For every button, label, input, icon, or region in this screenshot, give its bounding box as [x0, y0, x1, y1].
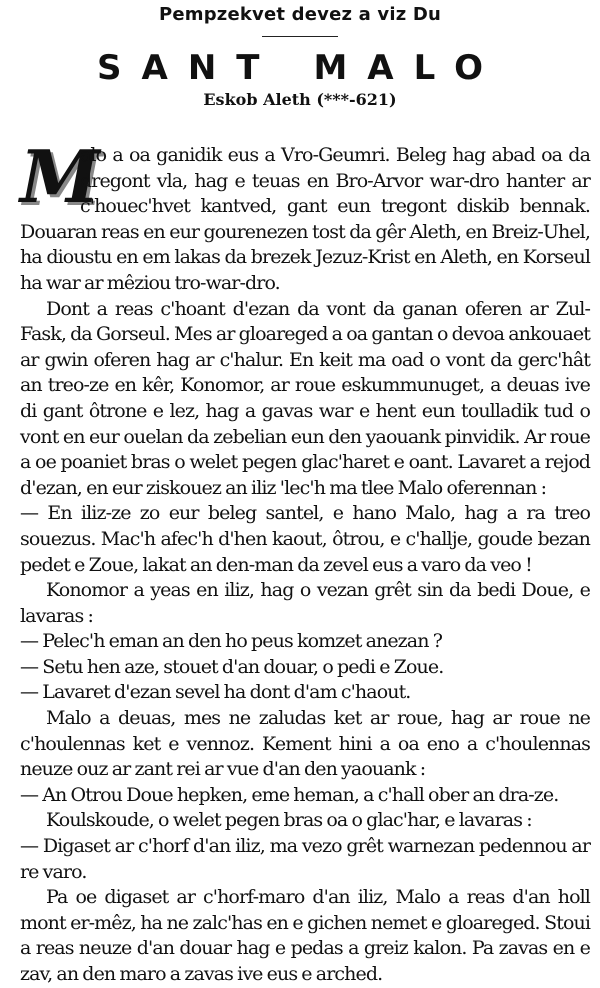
title-word-2: MALO — [313, 48, 503, 88]
drop-cap-initial: M — [20, 134, 99, 219]
header-divider — [262, 36, 338, 37]
paragraph: — Lavaret d'ezan sevel ha dont d'am c'haout. — [20, 681, 411, 704]
page-title — [0, 48, 600, 88]
paragraph: — Digaset ar c'horf d'an iliz, ma vezo grêt warnezan pedennou ar re varo. — [20, 835, 590, 883]
paragraph: Dont a reas c'hoant d'ezan da vont da ganan oferen ar Zul-Fask, da Gorseul. Mes ar gloareged a oa gantan o devoa ankouaet ar gwin oferen hag ar c'halur. En keit ma oad o vont da gerc'hât an treo-ze en kêr, Konomor, ar roue eskummunuget, a deuas ive di gant ôtrone e lez, hag a gavas war e hent eun toulladik tud o vont en eur ouelan da zebelian eun den yaouank pinvidik. Ar roue a oe poaniet bras o welet pegen glac'haret e oant. Lavaret a rejod d'ezan, en eur ziskouez an iliz 'lec'h ma tlee Malo oferennan : — [20, 297, 590, 499]
article-body — [20, 134, 590, 988]
paragraph: Pa oe digaset ar c'horf-maro d'an iliz, Malo a reas d'an holl mont er-mêz, ha ne zalc'has en e gichen nemet e gloareged. Stoui a reas neuze d'an douar hag e pedas a greiz kalon. Pa zavas en e zav, an den maro a zavas ive eus e arched. — [20, 886, 590, 985]
title-word-1: SANT — [97, 48, 280, 88]
paragraph: alo a oa ganidik eus a Vro-Geumri. Beleg hag abad oa da dregont vla, hag e teuas en Bro-Arvor war-dro hanter ar c'houec'hvet kantved, gant eun tregont diskib bennak. Douaran reas en eur gourenezen tost da gêr Aleth, en Breiz-Uhel, ha dioustu en em lakas da brezek Jezuz-Krist en Aleth, en Korseul ha war ar mêziou tro-war-dro. — [20, 144, 590, 294]
page-subtitle: Eskob Aleth (***-621) — [203, 90, 397, 109]
paragraph: Konomor a yeas en iliz, hag o vezan grêt sin da bedi Doue, e lavaras : — [20, 579, 590, 627]
paragraph: — An Otrou Doue hepken, eme heman, a c'hall ober an dra-ze. — [20, 783, 559, 806]
paragraph: Malo a deuas, mes ne zaludas ket ar roue, hag ar roue ne c'houlennas ket e vennoz. Kement hini a oa eno a c'houlennas neuze ouz ar zant rei ar vue d'an den yaouank : — [20, 707, 590, 781]
paragraph: Koulskoude, o welet pegen bras oa o glac'har, e lavaras : — [46, 809, 532, 832]
paragraph: — Setu hen aze, stouet d'an douar, o pedi e Zoue. — [20, 655, 444, 678]
paragraph: — Pelec'h eman an den ho peus komzet anezan ? — [20, 630, 442, 653]
series-header: Pempzekvet devez a viz Du — [158, 4, 442, 25]
paragraph: — En iliz-ze zo eur beleg santel, e hano Malo, hag a ra treo souezus. Mac'h afec'h d'hen kaout, ôtrou, e c'hallje, goude bezan pedet e Zoue, lakat an den-man da zevel eus a varo da veo ! — [20, 502, 590, 576]
